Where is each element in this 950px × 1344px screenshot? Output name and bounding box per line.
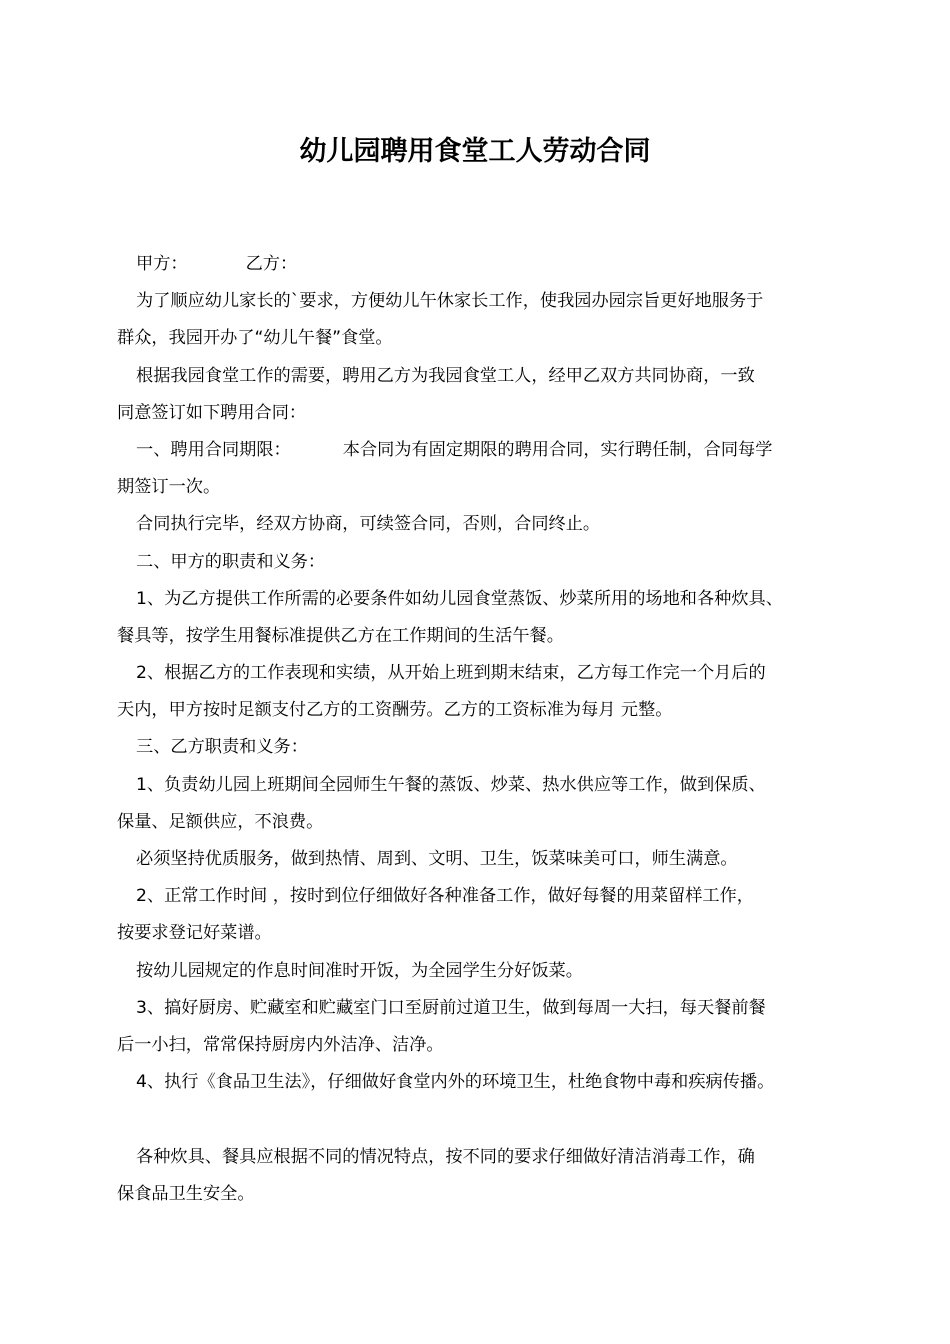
paragraph-line: 群众，我园开办了“幼儿午餐”食堂。 xyxy=(117,328,393,349)
paragraph-line: 保量、足额供应，不浪费。 xyxy=(117,811,324,832)
paragraph-line: 后一小扫，常常保持厨房内外洁净、洁净。 xyxy=(117,1034,444,1055)
paragraph-line: 按要求登记好菜谱。 xyxy=(117,923,272,944)
section-heading: 一、聘用合同期限： xyxy=(136,439,291,460)
party-b-label: 乙方： xyxy=(245,254,298,274)
paragraph-line: 保食品卫生安全。 xyxy=(117,1183,255,1204)
blank-line xyxy=(117,1101,847,1138)
paragraph-line: 各种炊具、餐具应根据不同的情况特点，按不同的要求仔细做好清洁消毒工作，确 xyxy=(136,1146,755,1167)
paragraph-line: 期签订一次。 xyxy=(117,477,221,498)
paragraph-line: 根据我园食堂工作的需要，聘用乙方为我园食堂工人，经甲乙双方共同协商，一致 xyxy=(136,365,755,386)
paragraph-line: 为了顺应幼儿家长的`要求，方便幼儿午休家长工作，使我园办园宗旨更好地服务于 xyxy=(136,291,764,312)
paragraph-line: 按幼儿园规定的作息时间准时开饭，为全园学生分好饭菜。 xyxy=(136,960,583,981)
section-1-line xyxy=(117,432,847,469)
parties-line xyxy=(117,246,847,283)
paragraph-line: 1、负责幼儿园上班期间全园师生午餐的蒸饭、炒菜、热水供应等工作，做到保质、 xyxy=(136,774,766,795)
paragraph-text: 本合同为有固定期限的聘用合同，实行聘任制，合同每学 xyxy=(342,439,773,460)
section-heading: 二、甲方的职责和义务： xyxy=(136,551,326,572)
paragraph-line: 同意签订如下聘用合同： xyxy=(117,402,307,423)
paragraph-line: 天内，甲方按时足额支付乙方的工资酬劳。乙方的工资标准为每月 元整。 xyxy=(117,700,673,721)
party-a-label: 甲方： xyxy=(136,254,188,274)
document-title: 幼儿园聘用食堂工人劳动合同 xyxy=(299,136,651,167)
paragraph-line: 2、根据乙方的工作表现和实绩，从开始上班到期末结束，乙方每工作完一个月后的 xyxy=(136,663,766,684)
paragraph-line: 2、正常工作时间 ，按时到位仔细做好各种准备工作，做好每餐的用菜留样工作， xyxy=(136,886,754,907)
paragraph-line: 餐具等，按学生用餐标准提供乙方在工作期间的生活午餐。 xyxy=(117,625,564,646)
paragraph-line: 合同执行完毕，经双方协商，可续签合同，否则，合同终止。 xyxy=(136,514,601,535)
paragraph-line: 3、搞好厨房、贮藏室和贮藏室门口至厨前过道卫生，做到每周一大扫，每天餐前餐 xyxy=(136,997,766,1018)
section-heading: 三、乙方职责和义务： xyxy=(136,737,308,758)
paragraph-line: 必须坚持优质服务，做到热情、周到、文明、卫生，饭菜味美可口，师生满意。 xyxy=(136,849,738,869)
paragraph-line: 4、执行《食品卫生法》，仔细做好食堂内外的环境卫生，杜绝食物中毒和疾病传播。 xyxy=(136,1072,775,1093)
document-body xyxy=(117,246,847,1213)
paragraph-line: 1、为乙方提供工作所需的必要条件如幼儿园食堂蒸饭、炒菜所用的场地和各种炊具、 xyxy=(136,588,783,609)
